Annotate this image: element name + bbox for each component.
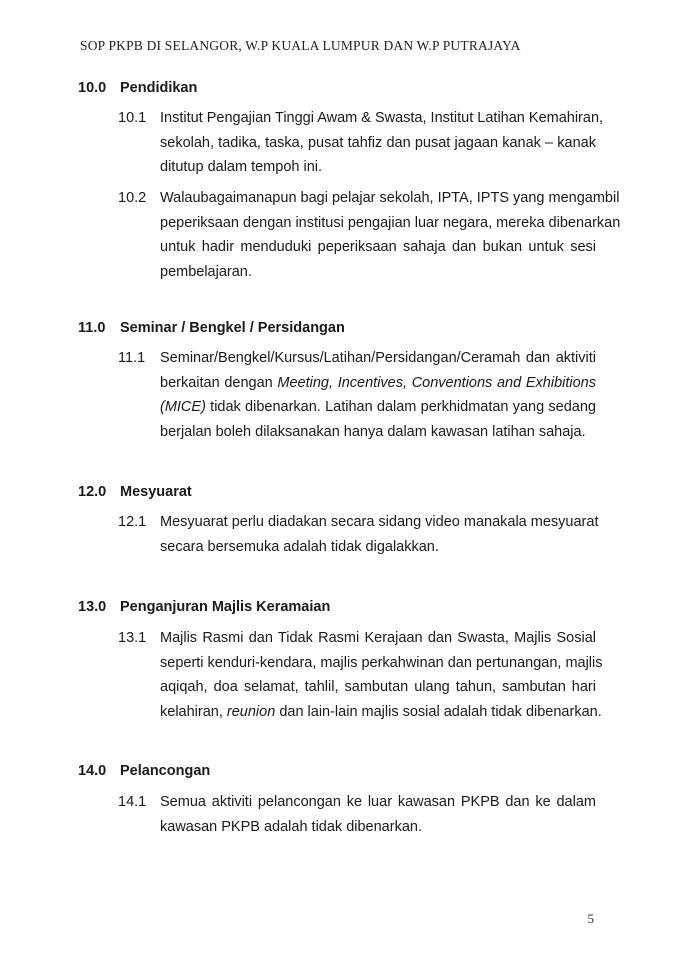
clause-12-1 [118,510,599,559]
clause-line: berjalan boleh dilaksanakan hanya dalam kawasan latihan sahaja. [160,423,586,440]
clause-line: Institut Pengajian Tinggi Awam & Swasta, Institut Latihan Kemahiran, [160,110,604,126]
clause-line: berkaitan dengan Meeting, Incentives, Conventions and Exhibitions [160,374,596,391]
clause-number: 13.1 [118,630,147,646]
section-heading-13 [78,599,330,615]
clause-11-1 [118,346,596,444]
section-number: 12.0 [78,484,107,500]
section-number: 10.0 [78,80,107,96]
clause-line: ditutup dalam tempoh ini. [160,159,323,175]
clause-14-1 [118,790,596,839]
clause-line: seperti kenduri-kendara, majlis perkahwinan dan pertunangan, majlis [160,654,603,671]
clause-line: peperiksaan dengan institusi pengajian luar negara, mereka dibenarkan [160,214,621,231]
page-number: 5 [587,911,594,926]
section-title: Penganjuran Majlis Keramaian [120,599,331,615]
clause-number: 10.2 [118,190,147,206]
clause-10-1 [118,106,604,180]
clause-line: Semua aktiviti pelancongan ke luar kawasan PKPB dan ke dalam [160,794,596,810]
section-title: Seminar / Bengkel / Persidangan [120,320,345,336]
section-heading-12 [78,484,192,500]
clause-number: 10.1 [118,110,147,126]
clause-line: untuk hadir menduduki peperiksaan sahaja dan bukan untuk sesi [160,239,596,255]
section-heading-10 [78,80,197,96]
section-title: Pendidikan [120,80,198,96]
clause-line: Walaubagaimanapun bagi pelajar sekolah, IPTA, IPTS yang mengambil [160,190,620,206]
clause-line: Majlis Rasmi dan Tidak Rasmi Kerajaan dan Swasta, Majlis Sosial [160,630,596,646]
clause-line: Mesyuarat perlu diadakan secara sidang video manakala mesyuarat [160,514,599,530]
clause-13-1 [118,626,603,724]
section-title: Mesyuarat [120,484,192,500]
clause-number: 11.1 [118,350,146,366]
clause-number: 12.1 [118,514,147,530]
clause-line: secara bersemuka adalah tidak digalakkan. [160,538,439,555]
section-title: Pelancongan [120,763,211,779]
section-heading-11 [78,320,345,336]
clause-line: aqiqah, doa selamat, tahlil, sambutan ulang tahun, sambutan hari [160,679,596,695]
section-number: 13.0 [78,599,107,615]
clause-line: (MICE) tidak dibenarkan. Latihan dalam perkhidmatan yang sedang [160,399,596,415]
clause-line: pembelajaran. [160,263,252,280]
clause-number: 14.1 [118,794,147,810]
clause-line: Seminar/Bengkel/Kursus/Latihan/Persidangan/Ceramah dan aktiviti [160,350,597,366]
section-number: 11.0 [78,320,106,336]
clause-line: sekolah, tadika, taska, pusat tahfiz dan pusat jagaan kanak – kanak [160,134,596,151]
page-header: SOP PKPB DI SELANGOR, W.P KUALA LUMPUR DAN W.P PUTRAJAYA [80,38,521,53]
section-heading-14 [78,763,210,779]
clause-line: kawasan PKPB adalah tidak dibenarkan. [160,818,422,835]
section-number: 14.0 [78,763,107,779]
clause-line: kelahiran, reunion dan lain-lain majlis sosial adalah tidak dibenarkan. [160,703,602,720]
clause-10-2 [118,186,621,284]
